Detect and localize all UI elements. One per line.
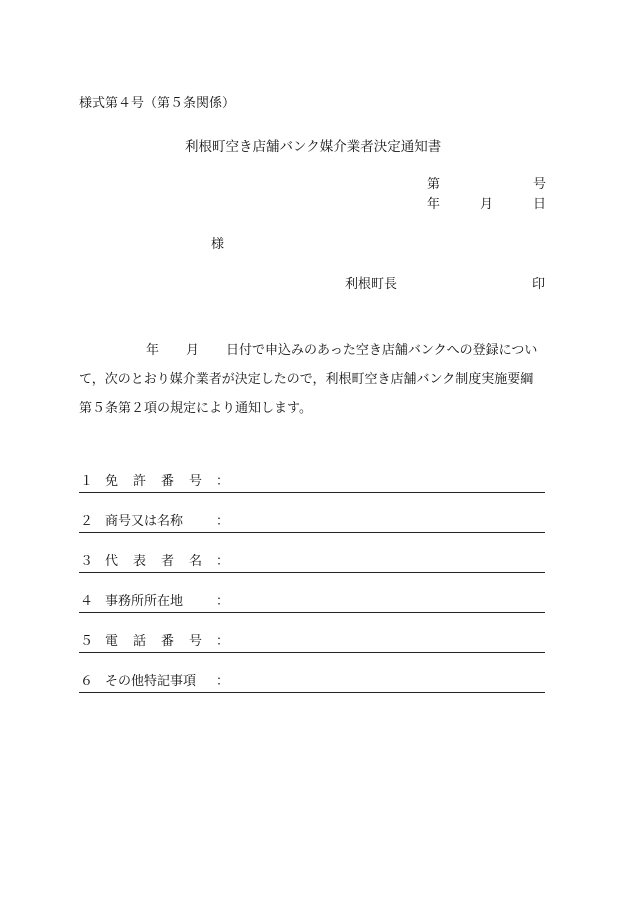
field-trade-name[interactable]: [79, 514, 545, 533]
date-month: 月: [480, 197, 494, 212]
field-colon: ：: [216, 594, 230, 609]
doc-number-suffix: 号: [533, 177, 547, 192]
field-colon: ：: [216, 474, 230, 489]
field-colon: ：: [216, 634, 230, 649]
body-month: 月: [186, 343, 200, 358]
field-label: 商号又は名称: [105, 514, 184, 529]
field-other-notes[interactable]: [79, 674, 545, 693]
field-office-address[interactable]: [79, 594, 545, 613]
body-line-1: 日付で申込みのあった空き店舗バンクへの登録につい: [226, 343, 538, 358]
form-number: 様式第４号（第５条関係）: [79, 96, 236, 111]
field-label: その他特記事項: [105, 674, 197, 689]
field-label: 代表者名: [105, 554, 218, 569]
field-number: ４: [80, 594, 94, 609]
issuer-name: 利根町長: [345, 277, 398, 292]
field-number: １: [80, 474, 94, 489]
body-line-3: 第５条第２項の規定により通知します。: [79, 401, 312, 416]
field-colon: ：: [216, 674, 230, 689]
field-number: ６: [80, 674, 94, 689]
document-title: 利根町空き店舗バンク媒介業者決定通知書: [185, 139, 442, 155]
field-colon: ：: [216, 554, 230, 569]
field-license-number[interactable]: [79, 474, 545, 493]
body-line-2: て，次のとおり媒介業者が決定したので，利根町空き店舗バンク制度実施要綱: [79, 372, 534, 387]
date-year: 年: [427, 197, 441, 212]
field-label: 電話番号: [105, 634, 218, 649]
field-label: 免許番号: [105, 474, 218, 489]
field-colon: ：: [216, 514, 230, 529]
recipient-honorific: 様: [211, 237, 225, 252]
seal-mark: 印: [532, 277, 546, 292]
field-number: ３: [80, 554, 94, 569]
field-representative[interactable]: [79, 554, 545, 573]
field-label: 事務所所在地: [105, 594, 184, 609]
body-year: 年: [146, 343, 160, 358]
date-day: 日: [533, 197, 547, 212]
field-phone-number[interactable]: [79, 634, 545, 653]
doc-number-prefix: 第: [427, 177, 441, 192]
field-number: ２: [80, 514, 94, 529]
field-number: ５: [80, 634, 94, 649]
